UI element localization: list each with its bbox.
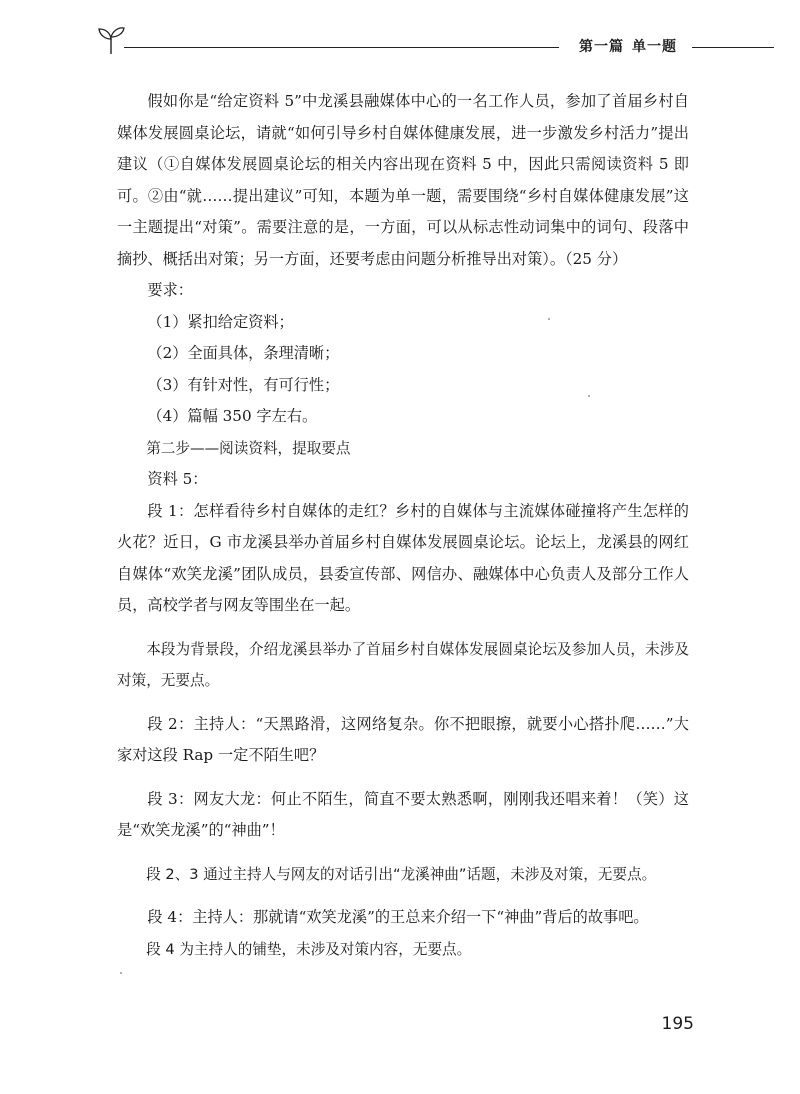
scan-speck (548, 318, 550, 320)
task-prompt: 假如你是“给定资料 5”中龙溪县融媒体中心的一名工作人员，参加了首届乡村自媒体发展圆桌论坛，请就“如何引导乡村自媒体健康发展，进一步激发乡村活力”提出建议（①自媒体发展圆桌论坛的相关内容出现在资料 5 中，因此只需阅读资料 5 即可。②由“就……提出建议”可知，本题为单一题，需要围绕“乡村自媒体健康发展”这一主题提出“对策”。需要注意的是，一方面，可以从标志性动词集中的词句、段落中摘抄、概括出对策；另一方面，还要考虑由问题分析推导出对策）。（25 分） (117, 92, 689, 268)
section-title (566, 36, 690, 56)
step-heading: 第二步——阅读资料，提取要点 (146, 439, 351, 457)
running-header (96, 22, 774, 62)
requirement-item: （4）篇幅 350 字左右。 (147, 407, 318, 425)
requirement-item: （2）全面具体，条理清晰； (147, 344, 340, 362)
page-body (117, 86, 689, 965)
scan-speck (588, 395, 590, 397)
section-part-label: 第一篇 (579, 39, 624, 55)
requirement-item: （1）紧扣给定资料； (147, 312, 294, 331)
material-paragraph-2: 段 2：主持人：“天黑路滑，这网络复杂。你不把眼擦，就要小心搭扑爬……”大家对这段 Rap 一定不陌生吧？ (117, 714, 689, 764)
section-type-label: 单一题 (632, 39, 677, 55)
analysis-paragraph-4: 段 4 为主持人的铺垫，未涉及对策内容，无要点。 (146, 940, 472, 958)
header-rule-right (692, 47, 774, 48)
analysis-paragraph-2-3: 段 2、3 通过主持人与网友的对话引出“龙溪神曲”话题，未涉及对策，无要点。 (146, 865, 657, 883)
analysis-paragraph-1: 本段为背景段，介绍龙溪县举办了首届乡村自媒体发展圆桌论坛及参加人员，未涉及对策，无要点。 (117, 640, 689, 689)
sprout-icon (96, 24, 126, 58)
material-paragraph-4: 段 4：主持人：那就请“欢笑龙溪”的王总来介绍一下“神曲”背后的故事吧。 (147, 908, 649, 926)
requirements-title: 要求： (147, 281, 193, 299)
page-number: 195 (661, 1014, 694, 1034)
scan-speck (120, 972, 122, 974)
material-paragraph-1: 段 1：怎样看待乡村自媒体的走红？乡村的自媒体与主流媒体碰撞将产生怎样的火花？近日，G 市龙溪县举办首届乡村自媒体发展圆桌论坛。论坛上，龙溪县的网红自媒体“欢笑龙溪”团队成员，县委宣传部、网信办、融媒体中心负责人及部分工作人员，高校学者与网友等围坐在一起。 (117, 501, 689, 614)
material-label: 资料 5： (147, 470, 208, 488)
material-paragraph-3: 段 3：网友大龙：何止不陌生，简直不要太熟悉啊，刚刚我还唱来着！（笑）这是“欢笑龙溪”的“神曲”！ (117, 789, 689, 839)
header-rule-left (124, 47, 559, 48)
requirement-item: （3）有针对性，有可行性； (147, 375, 340, 394)
